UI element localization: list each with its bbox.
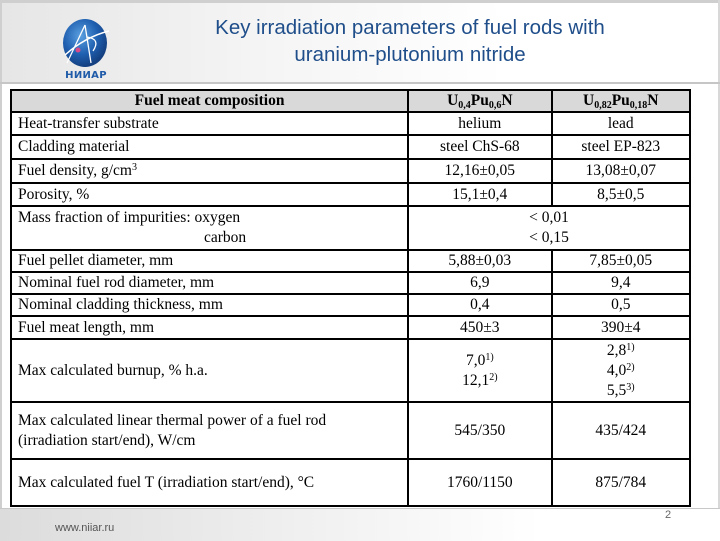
table-row (11, 250, 690, 272)
page-number: 2 (665, 509, 672, 521)
cell-value: 390±4 (552, 316, 690, 339)
row-label: Nominal fuel rod diameter, mm (11, 272, 408, 294)
cell-value: 875/784 (552, 459, 690, 506)
row-label: Fuel density, $g/cm^3$ (11, 159, 408, 183)
merged-cell-value: < 0,01 < 0,15 (408, 206, 690, 250)
table-row (11, 459, 690, 506)
table-row (11, 402, 690, 459)
cell-value: lead (552, 112, 690, 135)
table-row (11, 206, 690, 250)
cell-value: steel ChS-68 (408, 135, 551, 159)
cell-value: 450±3 (408, 316, 551, 339)
table-row (11, 294, 690, 316)
cell-value: 13,08±0,07 (552, 159, 690, 183)
cell-value: steel EP-823 (552, 135, 690, 159)
table-header-row (11, 90, 690, 112)
cell-value: 2,8$^{1)}$ 4,0$^{2)}$ 5,5$^{3)}$ (552, 339, 690, 402)
row-label: Porosity, % (11, 183, 408, 206)
title-line-2: uranium-plutonium nitride (294, 43, 526, 66)
header-u082pu018n: $U_{0,82}Pu_{0,18}N$ (552, 90, 690, 112)
table-row (11, 112, 690, 135)
cell-value: 5,88±0,03 (408, 250, 551, 272)
cell-value: 8,5±0,5 (552, 183, 690, 206)
cell-value: helium (408, 112, 551, 135)
cell-value: 7,0$^{1)}$ 12,1$^{2)}$ (408, 339, 551, 402)
row-label: Cladding material (11, 135, 408, 159)
footer-url-link[interactable]: www.niiar.ru (55, 522, 115, 534)
table-row (11, 135, 690, 159)
cell-value: 15,1±0,4 (408, 183, 551, 206)
row-label: Mass fraction of impurities: oxygen carbon (11, 206, 408, 250)
logo-text: НИИАР (65, 70, 107, 81)
title-line-1: Key irradiation parameters of fuel rods with (215, 16, 605, 39)
table-row (11, 159, 690, 183)
table-row (11, 339, 690, 402)
cell-value: 0,4 (408, 294, 551, 316)
row-label: Heat-transfer substrate (11, 112, 408, 135)
footer (0, 508, 720, 541)
row-label: Fuel pellet diameter, mm (11, 250, 408, 272)
table-row (11, 272, 690, 294)
cell-value: 9,4 (552, 272, 690, 294)
row-label: Max calculated fuel T (irradiation start/end), °C (11, 459, 408, 506)
cell-value: 545/350 (408, 402, 551, 459)
header-composition: Fuel meat composition (11, 90, 408, 112)
row-label: Max calculated burnup, % h.a. (11, 339, 408, 402)
table-row (11, 316, 690, 339)
row-label: Nominal cladding thickness, mm (11, 294, 408, 316)
page-title (150, 14, 670, 68)
cell-value: 7,85±0,05 (552, 250, 690, 272)
header-u04pu06n: $U_{0,4}Pu_{0,6}N$ (408, 90, 551, 112)
cell-value: 12,16±0,05 (408, 159, 551, 183)
cell-value: 435/424 (552, 402, 690, 459)
frame-top-border (0, 0, 720, 3)
table-row (11, 183, 690, 206)
cell-value: 6,9 (408, 272, 551, 294)
cell-value: 1760/1150 (408, 459, 551, 506)
cell-value: 0,5 (552, 294, 690, 316)
row-label: Max calculated linear thermal power of a fuel rod (irradiation start/end), W/cm (11, 402, 408, 459)
parameters-table (10, 89, 691, 507)
row-label: Fuel meat length, mm (11, 316, 408, 339)
